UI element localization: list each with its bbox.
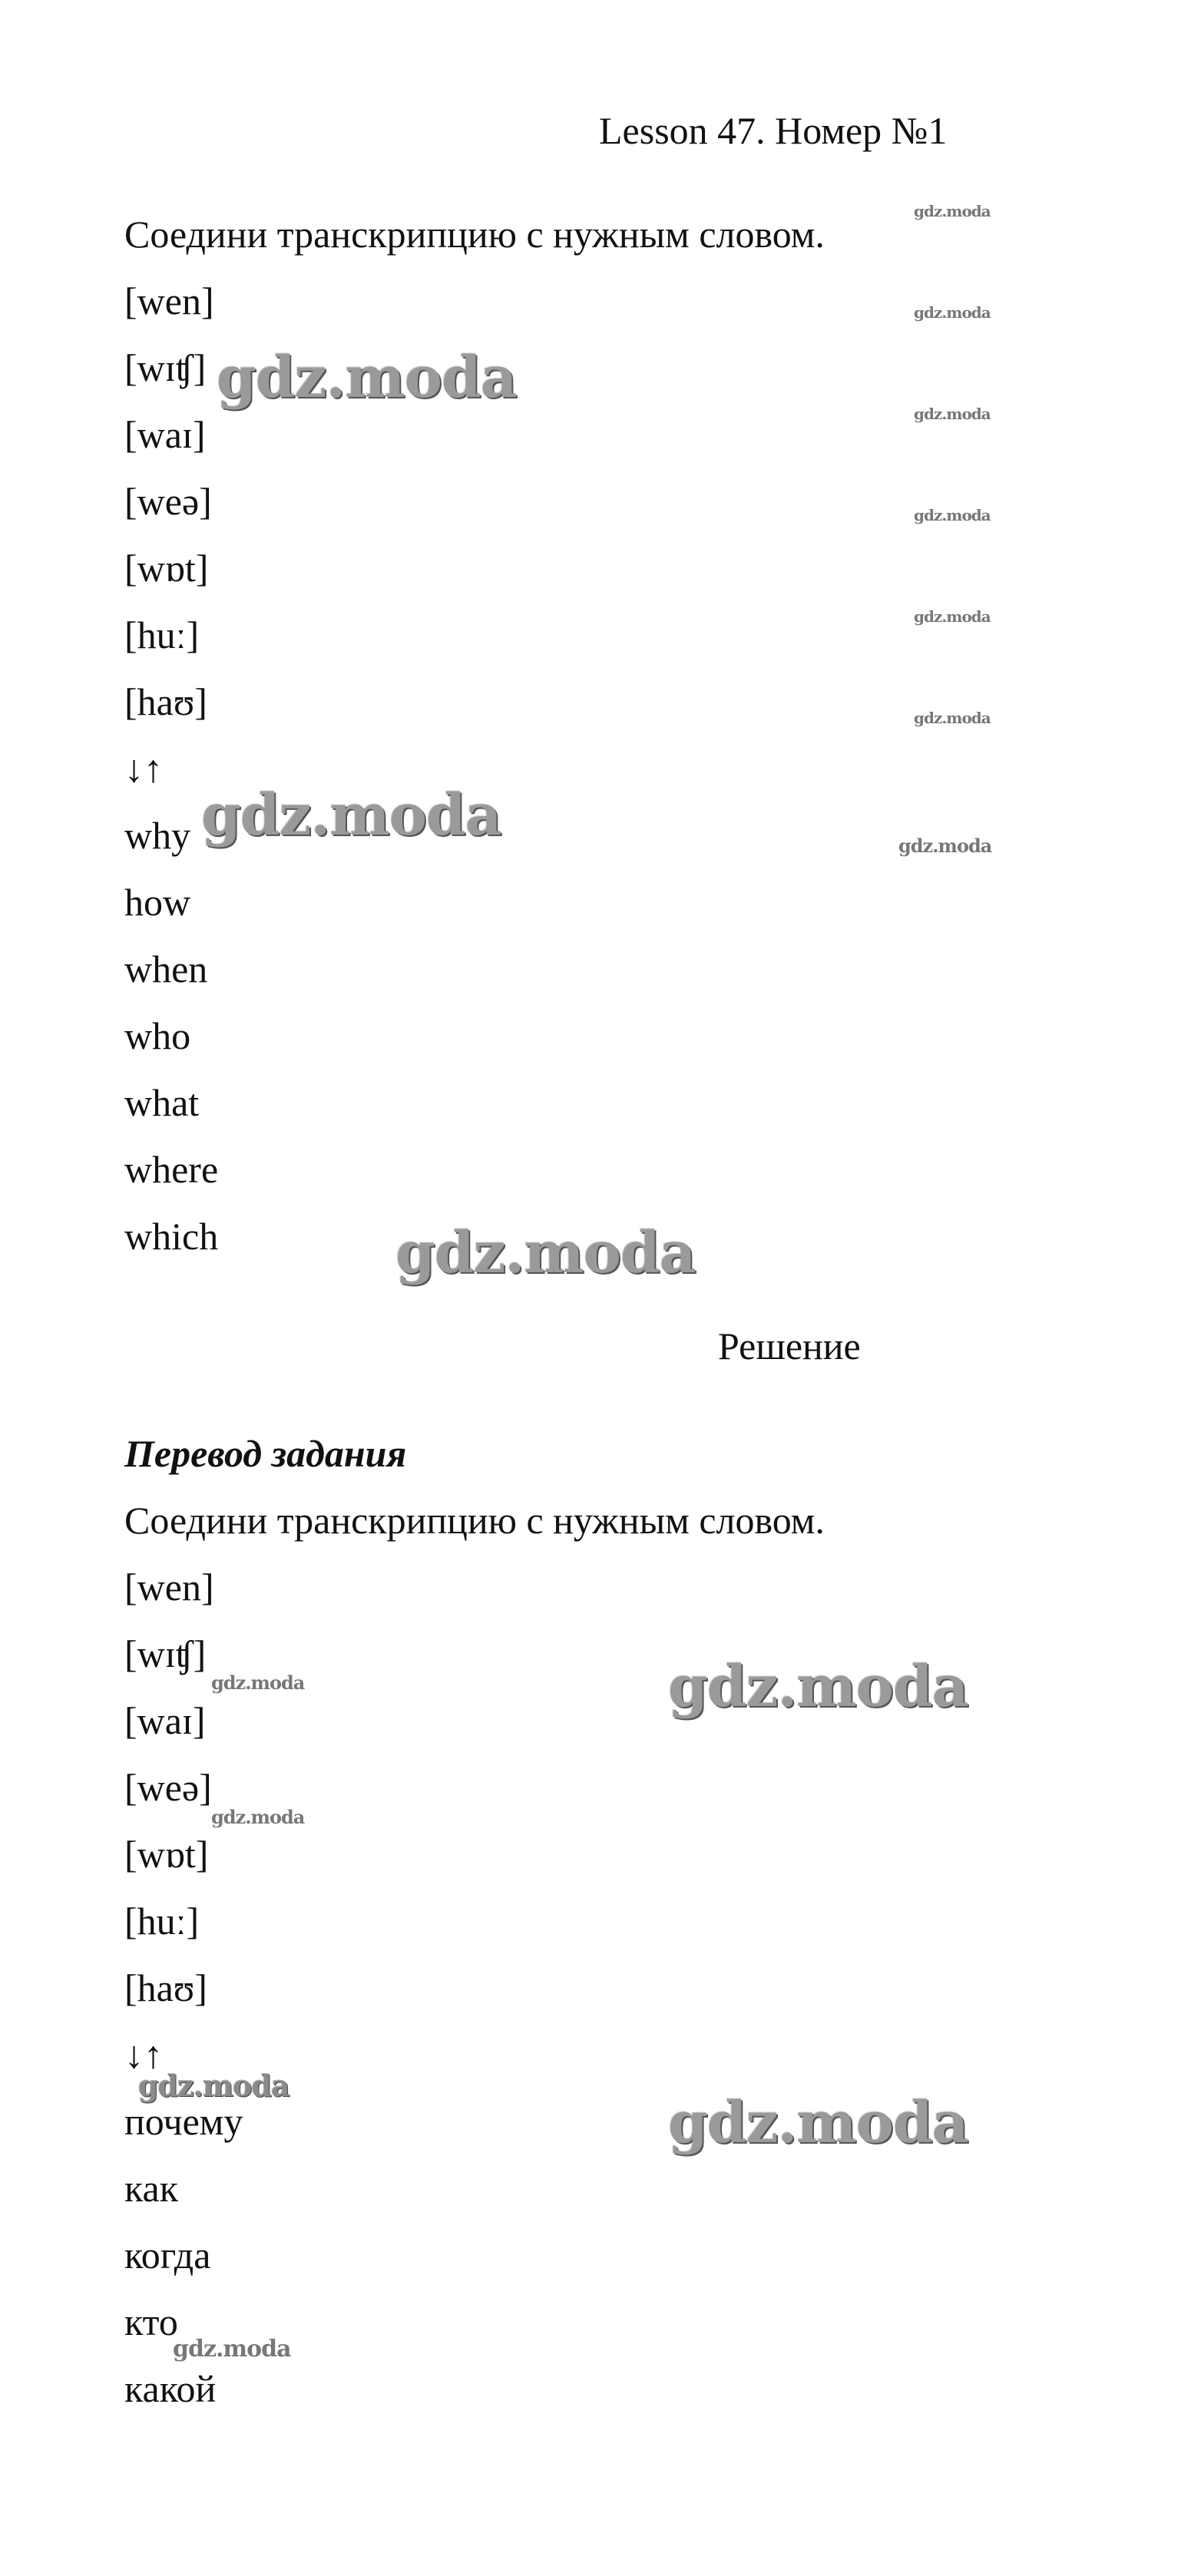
word-item: какой bbox=[124, 2367, 217, 2410]
transcription-item: [wɒt] bbox=[124, 1833, 209, 1876]
watermark: gdz.moda bbox=[914, 405, 991, 423]
page-title: Lesson 47. Номер №1 bbox=[599, 109, 948, 152]
match-arrows: ↓↑ bbox=[124, 2033, 163, 2076]
transcription-item: [weə] bbox=[124, 1766, 212, 1809]
translation-instruction: Соедини транскрипцию с нужным словом. bbox=[124, 1499, 825, 1542]
transcription-item: [huː] bbox=[124, 613, 200, 656]
watermark: gdz.moda bbox=[914, 506, 991, 524]
watermark: gdz.moda bbox=[668, 1654, 968, 1720]
word-item: почему bbox=[124, 2100, 243, 2143]
transcription-item: [haʊ] bbox=[124, 1966, 207, 2009]
watermark: gdz.moda bbox=[914, 607, 991, 626]
solution-label: Решение bbox=[718, 1324, 861, 1367]
word-item: who bbox=[124, 1014, 191, 1057]
word-item: where bbox=[124, 1148, 219, 1191]
watermark: gdz.moda bbox=[914, 303, 991, 322]
transcription-item: [weə] bbox=[124, 480, 212, 523]
word-item: кто bbox=[124, 2300, 178, 2343]
transcription-item: [wɪʧ] bbox=[124, 346, 207, 389]
transcription-item: [waɪ] bbox=[124, 413, 206, 456]
task-instruction: Соедини транскрипцию с нужным словом. bbox=[124, 213, 825, 256]
watermark: gdz.moda bbox=[217, 345, 517, 411]
watermark: gdz.moda bbox=[211, 1806, 305, 1828]
watermark: gdz.moda bbox=[914, 202, 991, 220]
watermark: gdz.moda bbox=[668, 2090, 968, 2156]
watermark: gdz.moda bbox=[211, 1672, 305, 1694]
transcription-item: [wen] bbox=[124, 279, 214, 322]
transcription-item: [waɪ] bbox=[124, 1699, 206, 1742]
transcription-item: [wen] bbox=[124, 1566, 214, 1609]
watermark: gdz.moda bbox=[201, 782, 501, 848]
word-item: which bbox=[124, 1215, 219, 1258]
translation-block bbox=[124, 1501, 825, 2436]
word-item: when bbox=[124, 947, 208, 990]
transcription-item: [wɪʧ] bbox=[124, 1632, 207, 1675]
word-item: what bbox=[124, 1081, 200, 1124]
watermark: gdz.moda bbox=[898, 835, 992, 857]
transcription-item: [haʊ] bbox=[124, 680, 207, 723]
word-item: how bbox=[124, 881, 191, 924]
watermark: gdz.moda bbox=[395, 1220, 696, 1286]
watermark: gdz.moda bbox=[138, 2068, 289, 2103]
word-item: как bbox=[124, 2167, 179, 2210]
translation-heading: Перевод задания bbox=[124, 1432, 407, 1475]
word-item: когда bbox=[124, 2234, 211, 2277]
watermark: gdz.moda bbox=[173, 2336, 291, 2363]
word-item: why bbox=[124, 814, 191, 857]
transcription-item: [wɒt] bbox=[124, 547, 209, 590]
match-arrows: ↓↑ bbox=[124, 747, 163, 790]
transcription-item: [huː] bbox=[124, 1900, 200, 1943]
watermark: gdz.moda bbox=[914, 709, 991, 727]
